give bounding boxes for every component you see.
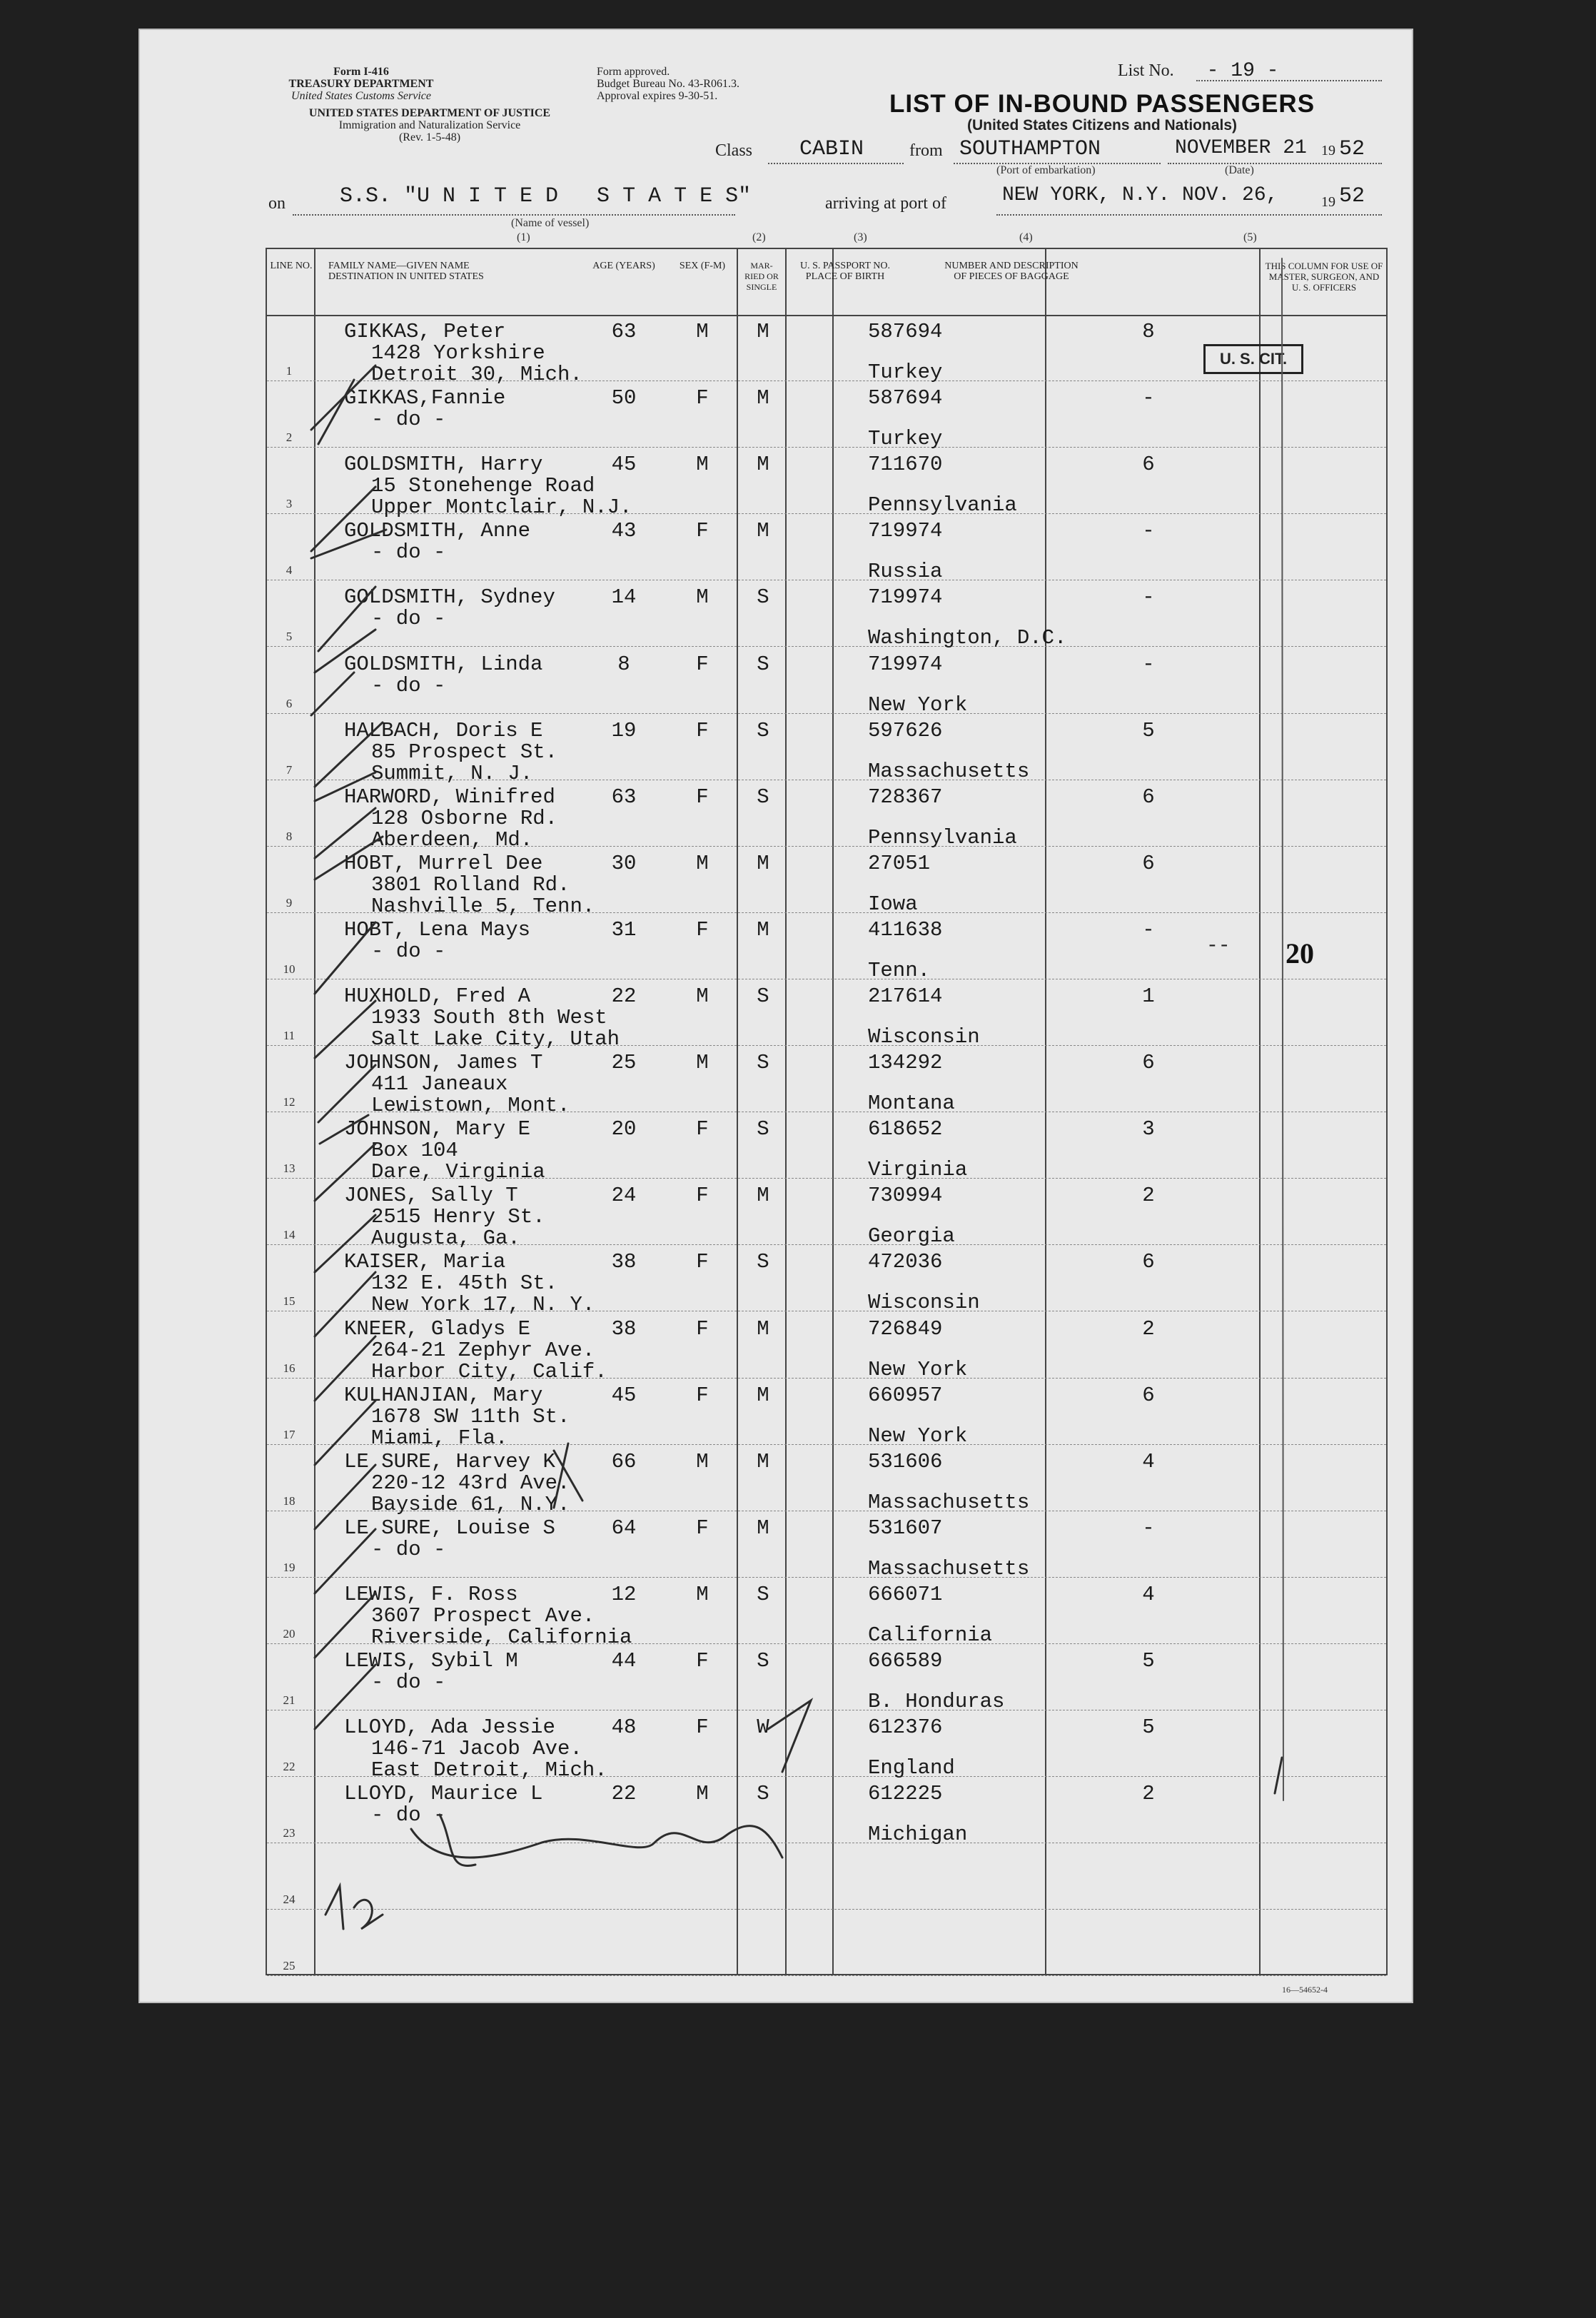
place-of-birth: Massachusetts	[868, 759, 1030, 783]
destination-line-1: - do -	[371, 939, 446, 963]
destination-line-2: East Detroit, Mich.	[371, 1758, 607, 1783]
passenger-name: HUXHOLD, Fred A	[344, 984, 531, 1008]
place-of-birth: Turkey	[868, 427, 943, 451]
arrival-year: 52	[1339, 184, 1365, 208]
destination-line-1: 264-21 Zephyr Ave.	[371, 1338, 595, 1362]
place-of-birth: Turkey	[868, 361, 943, 385]
date-caption: (Date)	[1225, 164, 1254, 176]
passenger-name: HOBT, Murrel Dee	[344, 851, 543, 875]
destination-line-2: Bayside 61, N.Y.	[371, 1492, 570, 1516]
passenger-sex: F	[696, 386, 709, 410]
destination-line-1: 15 Stonehenge Road	[371, 474, 595, 498]
passenger-age: 45	[611, 1383, 637, 1407]
baggage-count: 6	[1142, 453, 1155, 477]
arriving-label: arriving at port of	[825, 194, 946, 213]
passenger-name: GOLDSMITH, Linda	[344, 652, 543, 676]
baggage-count: 5	[1142, 1715, 1155, 1740]
destination-line-1: - do -	[371, 673, 446, 697]
marital-status: M	[757, 453, 769, 477]
col-number-5: (5)	[1243, 231, 1257, 243]
line-number: 22	[283, 1760, 296, 1774]
passenger-sex: F	[696, 1516, 709, 1540]
passport-number: 587694	[868, 386, 943, 410]
passenger-sex: F	[696, 519, 709, 543]
passenger-sex: F	[696, 1184, 709, 1208]
class-label: Class	[715, 141, 753, 160]
baggage-count: 2	[1142, 1782, 1155, 1806]
destination-line-1: - do -	[371, 1537, 446, 1561]
destination-line-1: 85 Prospect St.	[371, 740, 558, 764]
line-number: 17	[283, 1427, 296, 1441]
destination-line-1: - do -	[371, 408, 446, 432]
total-dash: --	[1206, 935, 1231, 957]
baggage-count: -	[1142, 519, 1155, 543]
passport-number: 531607	[868, 1516, 943, 1540]
baggage-count: 3	[1142, 1117, 1155, 1142]
marital-status: S	[757, 1582, 769, 1606]
col-officers: THIS COLUMN FOR USE OF MASTER, SURGEON, AND U. S. OFFICERS	[1265, 261, 1383, 293]
baggage-count: 8	[1142, 320, 1155, 343]
passport-number: 719974	[868, 652, 943, 676]
place-of-birth: England	[868, 1756, 955, 1780]
col-number-2: (2)	[752, 231, 766, 243]
col-passport: U. S. PASSPORT NO. PLACE OF BIRTH	[800, 261, 890, 282]
passenger-age: 25	[611, 1051, 637, 1075]
line-number: 21	[283, 1693, 296, 1708]
printer-form-number: 16—54652-4	[1282, 1985, 1328, 1995]
passenger-age: 66	[611, 1449, 637, 1473]
passenger-name: LLOYD, Ada Jessie	[344, 1715, 555, 1740]
line-number: 4	[286, 563, 293, 578]
place-of-birth: Russia	[868, 560, 943, 584]
line-number: 14	[283, 1228, 296, 1242]
list-number-value: - 19 -	[1206, 60, 1279, 82]
approval-line-3: Approval expires 9-30-51.	[597, 90, 718, 102]
passenger-age: 22	[611, 984, 637, 1008]
line-number: 16	[283, 1361, 296, 1375]
destination-line-1: 1428 Yorkshire	[371, 341, 545, 365]
marital-status: M	[757, 1184, 769, 1208]
passport-number: 612376	[868, 1715, 943, 1740]
col-number-1: (1)	[517, 231, 530, 243]
place-of-birth: Montana	[868, 1092, 955, 1116]
from-label: from	[909, 141, 943, 160]
line-number: 25	[283, 1959, 296, 1973]
passport-number: 134292	[868, 1051, 943, 1075]
destination-line-1: - do -	[371, 540, 446, 565]
destination-line-1: 220-12 43rd Ave.	[371, 1471, 570, 1495]
destination-line-1: 128 Osborne Rd.	[371, 806, 558, 830]
port-caption: (Port of embarkation)	[996, 164, 1096, 176]
line-number: 7	[286, 762, 293, 777]
passenger-sex: M	[696, 1051, 709, 1075]
destination-line-1: 2515 Henry St.	[371, 1205, 545, 1229]
passenger-name: KULHANJIAN, Mary	[344, 1383, 543, 1407]
justice-dept: UNITED STATES DEPARTMENT OF JUSTICE	[308, 107, 551, 119]
destination-line-1: 411 Janeaux	[371, 1072, 508, 1097]
approval-line-2: Budget Bureau No. 43-R061.3.	[597, 78, 739, 90]
destination-line-2: Summit, N. J.	[371, 761, 533, 785]
passenger-age: 24	[611, 1184, 637, 1208]
destination-line-2: Salt Lake City, Utah	[371, 1027, 620, 1051]
passenger-name: GOLDSMITH, Harry	[344, 453, 543, 477]
destination-line-2: Riverside, California	[371, 1625, 632, 1649]
revision: (Rev. 1-5-48)	[398, 131, 461, 143]
line-number: 6	[286, 696, 293, 710]
line-number: 24	[283, 1893, 296, 1907]
passenger-sex: F	[696, 718, 709, 742]
marital-status: S	[757, 785, 769, 809]
marital-status: S	[757, 1117, 769, 1142]
destination-line-1: 1933 South 8th West	[371, 1006, 607, 1029]
destination-line-1: 3607 Prospect Ave.	[371, 1603, 595, 1628]
passenger-sex: M	[696, 453, 709, 477]
treasury-dept: TREASURY DEPARTMENT	[288, 78, 434, 90]
passenger-name: KAISER, Maria	[344, 1250, 506, 1274]
passenger-age: 43	[611, 519, 637, 543]
marital-status: M	[757, 851, 769, 875]
destination-line-1: - do -	[371, 607, 446, 631]
passenger-sex: M	[696, 1449, 709, 1473]
baggage-count: 5	[1142, 718, 1155, 742]
passenger-list-page	[138, 29, 1413, 2003]
passport-number: 660957	[868, 1383, 943, 1407]
passenger-age: 44	[611, 1649, 637, 1673]
col-name-destination: FAMILY NAME—GIVEN NAME DESTINATION IN UNITED STATES	[328, 261, 484, 282]
passenger-age: 30	[611, 851, 637, 875]
passport-number: 719974	[868, 519, 943, 543]
line-number: 1	[286, 364, 293, 378]
line-number: 10	[283, 962, 296, 976]
passenger-name: HARWORD, Winifred	[344, 785, 555, 809]
passenger-sex: F	[696, 785, 709, 809]
passenger-sex: F	[696, 1715, 709, 1740]
baggage-count: -	[1142, 1516, 1155, 1540]
arrival-port: NEW YORK, N.Y. NOV. 26,	[1002, 184, 1278, 206]
col-age: AGE (YEARS)	[592, 261, 655, 271]
place-of-birth: California	[868, 1623, 993, 1647]
passport-number: 472036	[868, 1250, 943, 1274]
line-number: 2	[286, 430, 293, 445]
destination-line-1: 3801 Rolland Rd.	[371, 872, 570, 897]
line-number: 20	[283, 1626, 296, 1641]
place-of-birth: Virginia	[868, 1158, 968, 1182]
passenger-name: LE SURE, Harvey K	[344, 1449, 555, 1473]
date-year: 52	[1339, 137, 1365, 161]
place-of-birth: Georgia	[868, 1224, 955, 1249]
page-subtitle: (United States Citizens and Nationals)	[966, 117, 1238, 133]
marital-status: M	[757, 1449, 769, 1473]
passenger-age: 12	[611, 1582, 637, 1606]
destination-line-1: - do -	[371, 1803, 446, 1828]
passport-number: 531606	[868, 1449, 943, 1473]
passenger-age: 63	[611, 785, 637, 809]
baggage-count: 2	[1142, 1316, 1155, 1341]
baggage-count: 6	[1142, 851, 1155, 875]
vessel-caption: (Name of vessel)	[511, 217, 590, 229]
immigration-service: Immigration and Naturalization Service	[338, 119, 521, 131]
baggage-count: -	[1142, 386, 1155, 410]
passenger-name: HOBT, Lena Mays	[344, 917, 531, 942]
passport-number: 618652	[868, 1117, 943, 1142]
marital-status: M	[757, 1516, 769, 1540]
passenger-age: 14	[611, 585, 637, 610]
line-number: 5	[286, 630, 293, 644]
passenger-sex: F	[696, 1383, 709, 1407]
col-baggage: NUMBER AND DESCRIPTION OF PIECES OF BAGGAGE	[944, 261, 1079, 282]
marital-status: S	[757, 1782, 769, 1806]
passenger-sex: M	[696, 1582, 709, 1606]
passenger-age: 64	[611, 1516, 637, 1540]
line-number: 19	[283, 1560, 296, 1574]
passport-number: 711670	[868, 453, 943, 477]
baggage-count: 6	[1142, 1051, 1155, 1075]
destination-line-1: 132 E. 45th St.	[371, 1271, 558, 1296]
line-number: 11	[283, 1029, 296, 1043]
place-of-birth: B. Honduras	[868, 1690, 1005, 1714]
passenger-sex: M	[696, 984, 709, 1008]
place-of-birth: Massachusetts	[868, 1490, 1030, 1514]
page-title: LIST OF IN-BOUND PASSENGERS	[889, 90, 1315, 118]
place-of-birth: New York	[868, 1357, 968, 1381]
passenger-age: 38	[611, 1250, 637, 1274]
passenger-name: JOHNSON, James T	[344, 1051, 543, 1075]
destination-line-2: Augusta, Ga.	[371, 1226, 520, 1251]
marital-status: M	[757, 1383, 769, 1407]
passenger-name: GIKKAS,Fannie	[344, 386, 506, 410]
passenger-sex: M	[696, 851, 709, 875]
place-of-birth: Massachusetts	[868, 1556, 1030, 1581]
col-number-3: (3)	[854, 231, 867, 243]
destination-line-2: New York 17, N. Y.	[371, 1293, 595, 1317]
passenger-age: 48	[611, 1715, 637, 1740]
place-of-birth: Washington, D.C.	[868, 626, 1067, 650]
approval-line-1: Form approved.	[597, 66, 670, 78]
line-number: 13	[283, 1161, 296, 1176]
line-number: 18	[283, 1493, 296, 1508]
col-married: MAR-RIED OR SINGLE	[744, 261, 779, 292]
handwritten-marks	[140, 30, 1415, 2005]
passport-number: 27051	[868, 851, 931, 875]
marital-status: S	[757, 984, 769, 1008]
passenger-age: 22	[611, 1782, 637, 1806]
passenger-sex: M	[696, 320, 709, 343]
place-of-birth: Pennsylvania	[868, 493, 1017, 518]
us-citizen-stamp: U. S. CIT.	[1203, 344, 1303, 374]
passenger-sex: F	[696, 1649, 709, 1673]
destination-line-1: Box 104	[371, 1139, 458, 1163]
baggage-count: 4	[1142, 1449, 1155, 1473]
line-number: 9	[286, 895, 293, 909]
passenger-name: LE SURE, Louise S	[344, 1516, 555, 1540]
passenger-name: HALBACH, Doris E	[344, 718, 543, 742]
passenger-name: LEWIS, Sybil M	[344, 1649, 518, 1673]
place-of-birth: New York	[868, 692, 968, 717]
marital-status: M	[757, 386, 769, 410]
passenger-name: JOHNSON, Mary E	[344, 1117, 531, 1142]
embarkation-port: SOUTHAMPTON	[959, 137, 1101, 161]
date-year-prefix: 19	[1321, 143, 1335, 158]
col-number-4: (4)	[1019, 231, 1033, 243]
passenger-sex: F	[696, 652, 709, 676]
passenger-sex: F	[696, 1117, 709, 1142]
passenger-age: 63	[611, 320, 637, 343]
baggage-count: 2	[1142, 1184, 1155, 1208]
destination-line-2: Dare, Virginia	[371, 1160, 545, 1184]
passport-number: 719974	[868, 585, 943, 610]
passport-number: 612225	[868, 1782, 943, 1806]
list-number-label: List No.	[1118, 61, 1174, 80]
marital-status: M	[757, 917, 769, 942]
passenger-age: 50	[611, 386, 637, 410]
marital-status: M	[757, 519, 769, 543]
passenger-age: 45	[611, 453, 637, 477]
passenger-name: GOLDSMITH, Sydney	[344, 585, 555, 610]
passenger-name: LEWIS, F. Ross	[344, 1582, 518, 1606]
baggage-count: 4	[1142, 1582, 1155, 1606]
form-number: Form I-416	[333, 66, 389, 78]
destination-line-2: Upper Montclair, N.J.	[371, 495, 632, 520]
marital-status: S	[757, 718, 769, 742]
baggage-count: -	[1142, 585, 1155, 610]
marital-status: M	[757, 1316, 769, 1341]
baggage-count: 5	[1142, 1649, 1155, 1673]
passenger-name: GIKKAS, Peter	[344, 320, 506, 343]
passenger-name: JONES, Sally T	[344, 1184, 518, 1208]
destination-line-1: - do -	[371, 1671, 446, 1694]
baggage-count: 6	[1142, 1250, 1155, 1274]
destination-line-1: 146-71 Jacob Ave.	[371, 1737, 582, 1761]
passenger-age: 31	[611, 917, 637, 942]
passport-number: 666589	[868, 1649, 943, 1673]
line-number: 8	[286, 829, 293, 843]
passport-number: 411638	[868, 917, 943, 942]
marital-status: S	[757, 585, 769, 610]
passenger-sex: F	[696, 917, 709, 942]
place-of-birth: Wisconsin	[868, 1291, 980, 1315]
baggage-count: 1	[1142, 984, 1155, 1008]
place-of-birth: Pennsylvania	[868, 825, 1017, 850]
destination-line-2: Lewistown, Mont.	[371, 1094, 570, 1118]
departure-date: NOVEMBER 21	[1175, 137, 1307, 159]
marital-status: W	[757, 1715, 769, 1740]
place-of-birth: Tenn.	[868, 958, 931, 982]
arrival-year-prefix: 19	[1321, 194, 1335, 210]
passport-number: 587694	[868, 320, 943, 343]
passport-number: 597626	[868, 718, 943, 742]
baggage-count: -	[1142, 917, 1155, 942]
passenger-name: GOLDSMITH, Anne	[344, 519, 531, 543]
line-number: 3	[286, 497, 293, 511]
passenger-sex: F	[696, 1316, 709, 1341]
passenger-age: 19	[611, 718, 637, 742]
line-number: 12	[283, 1095, 296, 1109]
place-of-birth: Michigan	[868, 1823, 968, 1847]
passenger-age: 38	[611, 1316, 637, 1341]
passenger-age: 8	[617, 652, 630, 676]
baggage-count: 6	[1142, 785, 1155, 809]
passenger-name: LLOYD, Maurice L	[344, 1782, 543, 1806]
customs-service: United States Customs Service	[291, 90, 431, 102]
col-line-no: LINE NO.	[270, 261, 313, 271]
marital-status: S	[757, 1250, 769, 1274]
marital-status: S	[757, 652, 769, 676]
passenger-sex: F	[696, 1250, 709, 1274]
passenger-total: 20	[1286, 937, 1314, 969]
line-number: 23	[283, 1826, 296, 1840]
col-sex: SEX (F-M)	[679, 261, 726, 271]
marital-status: M	[757, 320, 769, 343]
passenger-sex: M	[696, 585, 709, 610]
passport-number: 666071	[868, 1582, 943, 1606]
passenger-sex: M	[696, 1782, 709, 1806]
on-label: on	[268, 194, 286, 213]
destination-line-2: Detroit 30, Mich.	[371, 363, 582, 386]
destination-line-2: Nashville 5, Tenn.	[371, 894, 595, 918]
vessel-name: S.S. "U N I T E D S T A T E S"	[340, 184, 752, 208]
place-of-birth: Iowa	[868, 892, 918, 916]
destination-line-1: 1678 SW 11th St.	[371, 1404, 570, 1428]
baggage-count: 6	[1142, 1383, 1155, 1407]
line-number: 15	[283, 1294, 296, 1309]
marital-status: S	[757, 1649, 769, 1673]
place-of-birth: New York	[868, 1423, 968, 1448]
passport-number: 726849	[868, 1316, 943, 1341]
destination-line-2: Harbor City, Calif.	[371, 1359, 607, 1384]
class-value: CABIN	[799, 137, 864, 161]
destination-line-2: Miami, Fla.	[371, 1426, 508, 1450]
marital-status: S	[757, 1051, 769, 1075]
place-of-birth: Wisconsin	[868, 1025, 980, 1049]
passport-number: 728367	[868, 785, 943, 809]
passenger-name: KNEER, Gladys E	[344, 1316, 531, 1341]
passport-number: 730994	[868, 1184, 943, 1208]
destination-line-2: Aberdeen, Md.	[371, 827, 533, 852]
passport-number: 217614	[868, 984, 943, 1008]
baggage-count: -	[1142, 652, 1155, 676]
passenger-age: 20	[611, 1117, 637, 1142]
